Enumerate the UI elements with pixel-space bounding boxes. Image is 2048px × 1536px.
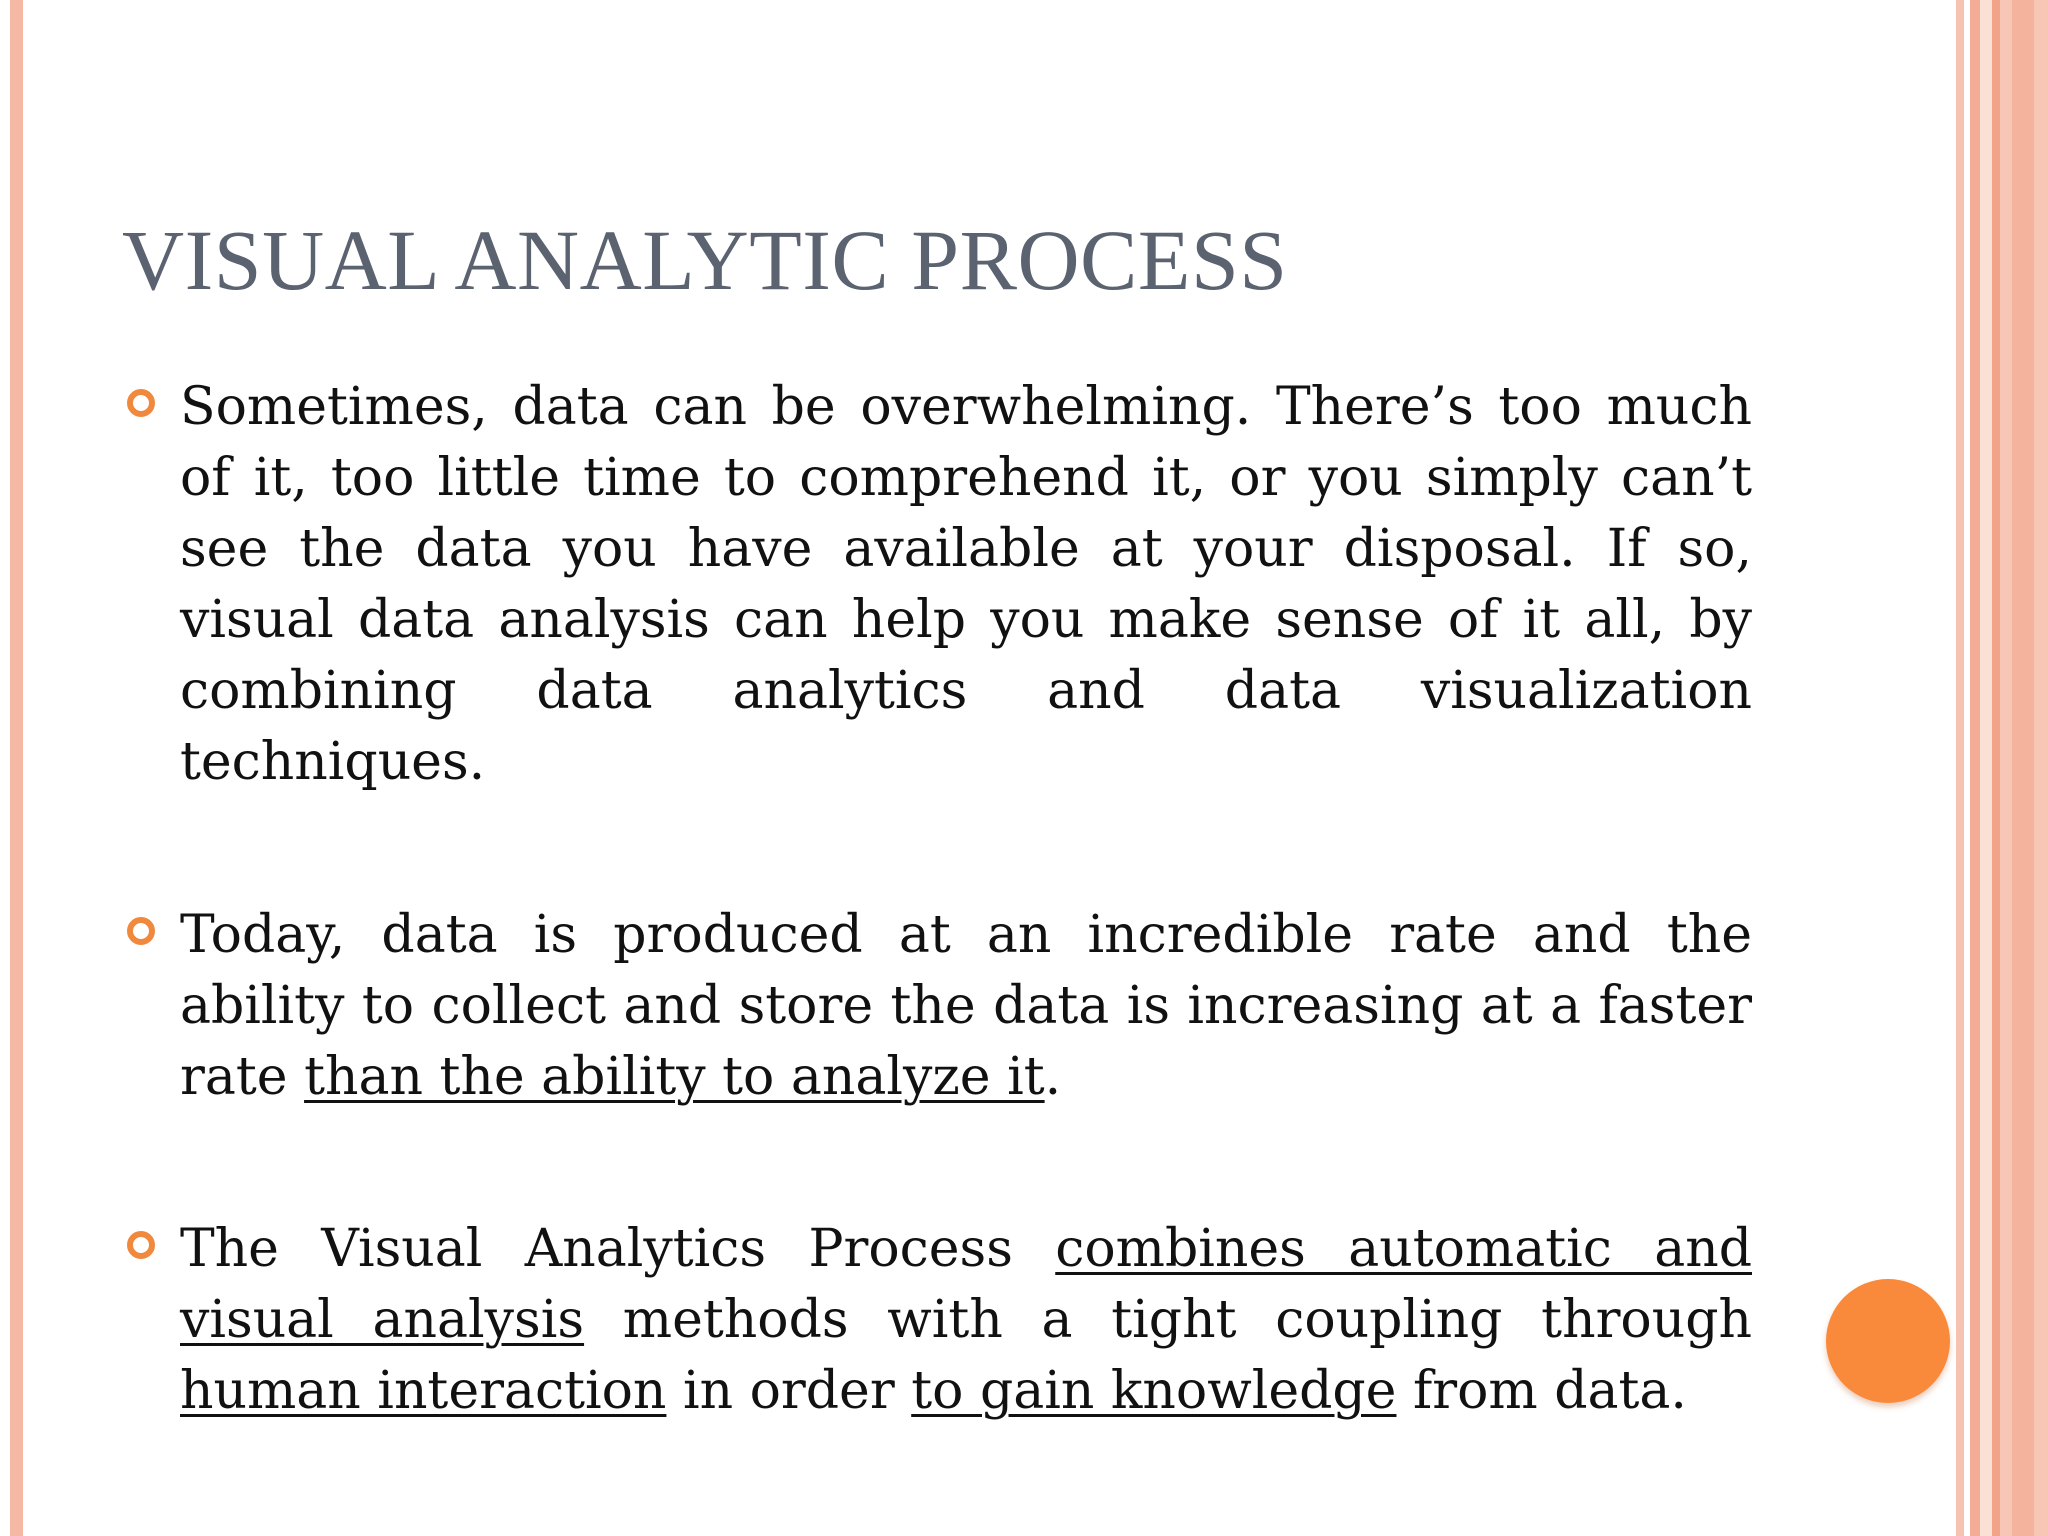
bullet-circle-icon — [127, 917, 155, 945]
orange-circle-decoration — [1826, 1279, 1950, 1403]
bullet-circle-icon — [127, 1231, 155, 1259]
bullet-underlined-text: than the ability to analyze it — [304, 1047, 1045, 1107]
bullet-item — [180, 372, 1752, 798]
right-decorative-stripe — [1980, 0, 1992, 1536]
bullet-text: in order — [666, 1361, 912, 1421]
right-decorative-stripe — [1992, 0, 2000, 1536]
bullet-underlined-text: human interaction — [180, 1361, 667, 1421]
bullet-circle-icon — [127, 389, 155, 417]
slide-title: VISUAL ANALYTIC PROCESS — [122, 212, 1288, 308]
right-decorative-stripe — [2012, 0, 2034, 1536]
bullet-item — [180, 1214, 1752, 1427]
bullet-underlined-text: combines automatic and visual analysis — [180, 1219, 1752, 1350]
bullet-item — [180, 900, 1752, 1113]
right-decorative-stripe — [1956, 0, 1964, 1536]
bullet-text: Sometimes, data can be overwhelming. There’s too much of it, too little time to comprehend it, or you simply can’t see the data you have available at your disposal. If so, visual data analysis can help you make sense of it all, by combining data analytics and data visualization techniques. — [180, 377, 1752, 792]
left-decorative-stripe — [10, 0, 23, 1536]
bullet-text: methods with a tight coupling through — [584, 1290, 1752, 1350]
bullet-text: Today, data is produced at an incredible rate and the ability to collect and store the data is increasing at a faster rate — [180, 905, 1752, 1107]
right-decorative-stripe — [1970, 0, 1980, 1536]
bullet-underlined-text: to gain knowledge — [911, 1361, 1397, 1421]
bullet-text: The Visual Analytics Process — [180, 1219, 1056, 1279]
bullet-text: . — [1044, 1047, 1062, 1107]
bullet-text: from data. — [1396, 1361, 1687, 1421]
